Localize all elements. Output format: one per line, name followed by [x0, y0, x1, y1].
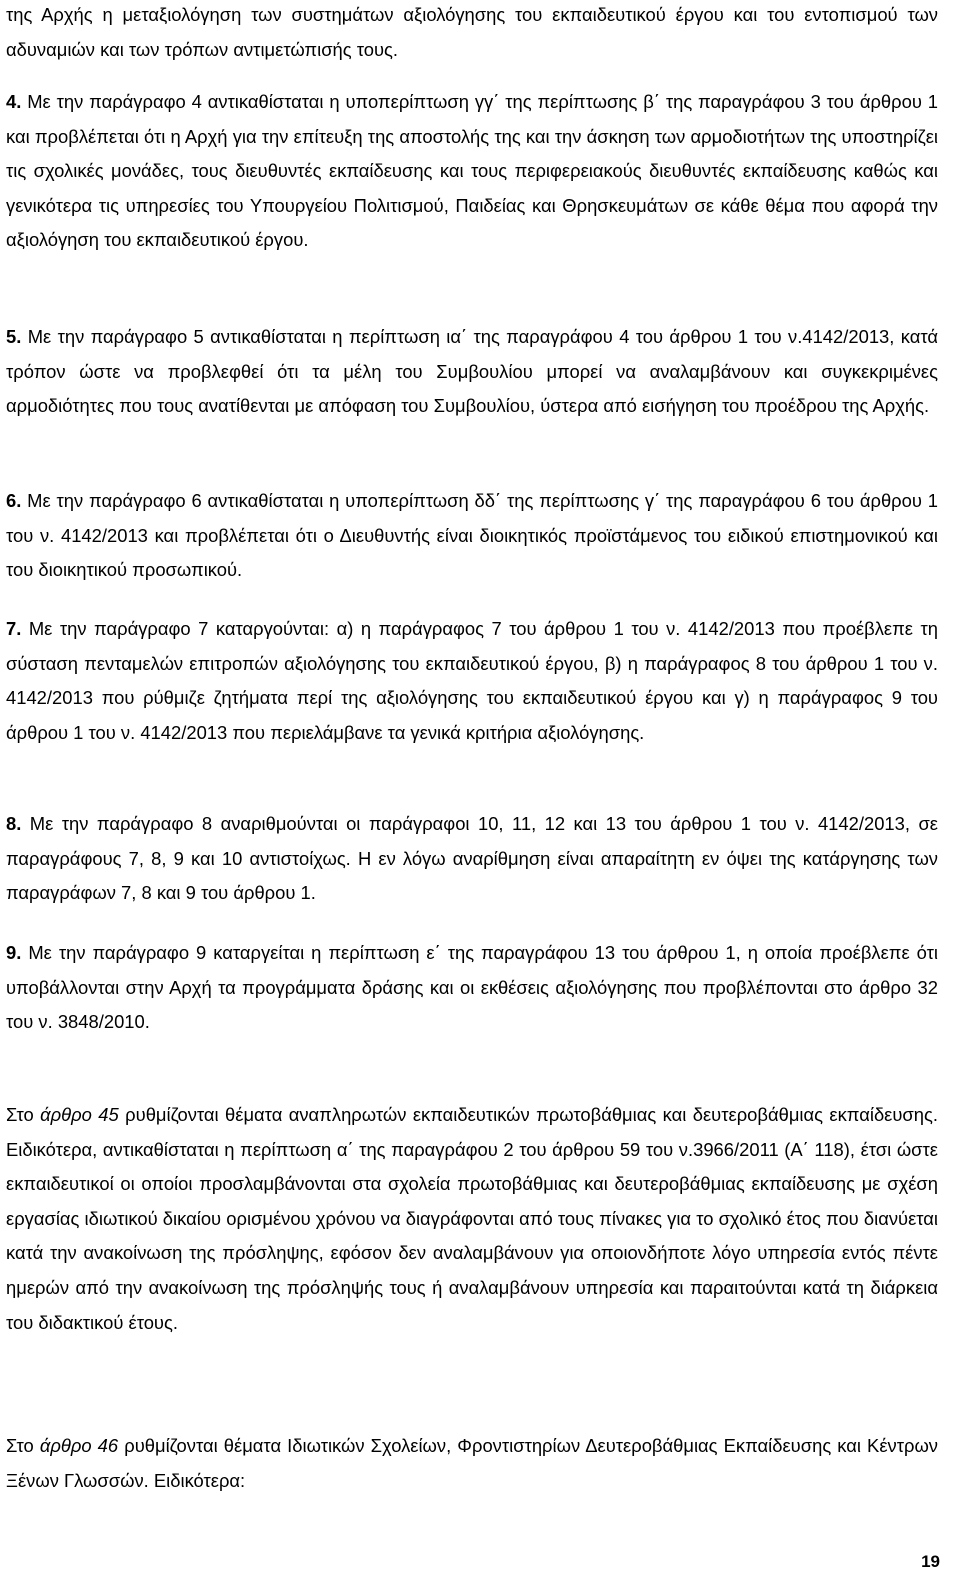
- paragraph-number: 7.: [6, 618, 22, 639]
- paragraph-number: 4.: [6, 91, 22, 112]
- paragraph-number: 8.: [6, 813, 22, 834]
- paragraph-text: Με την παράγραφο 5 αντικαθίσταται η περίπτωση ια΄ της παραγράφου 4 του άρθρου 1 του ν.4142/2013, κατά τρόπον ώστε να προβλεφθεί ότι τα μέλη του Συμβουλίου μπορεί να αναλαμβάνουν και συγκεκριμένες αρμοδιότητες που τους ανατίθενται με απόφαση του Συμβουλίου, ύστερα από εισήγηση του προέδρου της Αρχής.: [6, 326, 938, 417]
- paragraph-text: Με την παράγραφο 8 αναριθμούνται οι παράγραφοι 10, 11, 12 και 13 του άρθρου 1 του ν. 4142/2013, σε παραγράφους 7, 8, 9 και 10 αντιστοίχως. Η εν λόγω αναρίθμηση είναι απαραίτητη εν όψει της κατάργησης των παραγράφων 7, 8 και 9 του άρθρου 1.: [6, 813, 938, 904]
- article-reference: άρθρο 46: [39, 1435, 119, 1456]
- paragraph-prefix: Στο: [6, 1104, 41, 1125]
- page-number: 19: [921, 1552, 940, 1571]
- paragraph-text: ρυθμίζονται θέματα Ιδιωτικών Σχολείων, Φροντιστηρίων Δευτεροβάθμιας Εκπαίδευσης και Κέντρων Ξένων Γλωσσών. Ειδικότερα:: [6, 1435, 938, 1491]
- paragraph-text: Με την παράγραφο 6 αντικαθίσταται η υποπερίπτωση δδ΄ της περίπτωσης γ΄ της παραγράφου 6 του άρθρου 1 του ν. 4142/2013 και προβλέπεται ότι ο Διευθυντής είναι διοικητικός προϊστάμενος του ειδικού επιστημονικού και του διοικητικού προσωπικού.: [6, 490, 938, 581]
- paragraph-number: 5.: [6, 326, 22, 347]
- paragraph-prefix: Στο: [6, 1435, 40, 1456]
- paragraph-article-46: [6, 1429, 938, 1498]
- paragraph-4: [6, 85, 938, 258]
- paragraph-8: [6, 807, 938, 911]
- paragraph-text: Με την παράγραφο 9 καταργείται η περίπτωση ε΄ της παραγράφου 13 του άρθρου 1, η οποία προέβλεπε ότι υποβάλλονται στην Αρχή τα προγράμματα δράσης και οι εκθέσεις αξιολόγησης που προβλέπονται στο άρθρο 32 του ν. 3848/2010.: [6, 942, 938, 1033]
- paragraph-intro: [6, 0, 938, 67]
- article-reference: άρθρο 45: [40, 1104, 119, 1125]
- paragraph-text: Με την παράγραφο 4 αντικαθίσταται η υποπερίπτωση γγ΄ της περίπτωσης β΄ της παραγράφου 3 του άρθρου 1 και προβλέπεται ότι η Αρχή για την επίτευξη της αποστολής της και την άσκηση των αρμοδιοτήτων της υποστηρίζει τις σχολικές μονάδες, τους διευθυντές εκπαίδευσης και τους περιφερειακούς διευθυντές εκπαίδευσης καθώς και γενικότερα τις υπηρεσίες του Υπουργείου Πολιτισμού, Παιδείας και Θρησκευμάτων σε κάθε θέμα που αφορά την αξιολόγηση του εκπαιδευτικού έργου.: [6, 91, 938, 251]
- paragraph-5: [6, 320, 938, 424]
- paragraph-number: 9.: [6, 942, 22, 963]
- paragraph-9: [6, 936, 938, 1040]
- paragraph-article-45: [6, 1098, 938, 1340]
- paragraph-7: [6, 612, 938, 750]
- paragraph-6: [6, 484, 938, 588]
- paragraph-text: της Αρχής η μεταξιολόγηση των συστημάτων αξιολόγησης του εκπαιδευτικού έργου και του εντοπισμού των αδυναμιών και των τρόπων αντιμετώπισής τους.: [6, 4, 938, 60]
- paragraph-number: 6.: [6, 490, 22, 511]
- paragraph-text: ρυθμίζονται θέματα αναπληρωτών εκπαιδευτικών πρωτοβάθμιας και δευτεροβάθμιας εκπαίδευσης. Ειδικότερα, αντικαθίσταται η περίπτωση α΄ της παραγράφου 2 του άρθρου 59 του ν.3966/2011 (Α΄ 118), έτσι ώστε εκπαιδευτικοί οι οποίοι προσλαμβάνονται στα σχολεία πρωτοβάθμιας και δευτεροβάθμιας εκπαίδευσης με σχέση εργασίας ιδιωτικού δικαίου ορισμένου χρόνου να διαγράφονται από τους πίνακες για το σχολικό έτος που διανύεται κατά την ανακοίνωση της πρόσληψης, εφόσον δεν αναλαμβάνουν για οποιονδήποτε λόγο υπηρεσία εντός πέντε ημερών από την ανακοίνωση της πρόσληψής τους ή αναλαμβάνουν υπηρεσία και παραιτούνται κατά τη διάρκεια του διδακτικού έτους.: [6, 1104, 938, 1333]
- paragraph-text: Με την παράγραφο 7 καταργούνται: α) η παράγραφος 7 του άρθρου 1 του ν. 4142/2013 που προέβλεπε τη σύσταση πενταμελών επιτροπών αξιολόγησης του εκπαιδευτικού έργου, β) η παράγραφος 8 του άρθρου 1 του ν. 4142/2013 που ρύθμιζε ζητήματα περί της αξιολόγησης του εκπαιδευτικού έργου και γ) η παράγραφος 9 του άρθρου 1 του ν. 4142/2013 που περιελάμβανε τα γενικά κριτήρια αξιολόγησης.: [6, 618, 938, 743]
